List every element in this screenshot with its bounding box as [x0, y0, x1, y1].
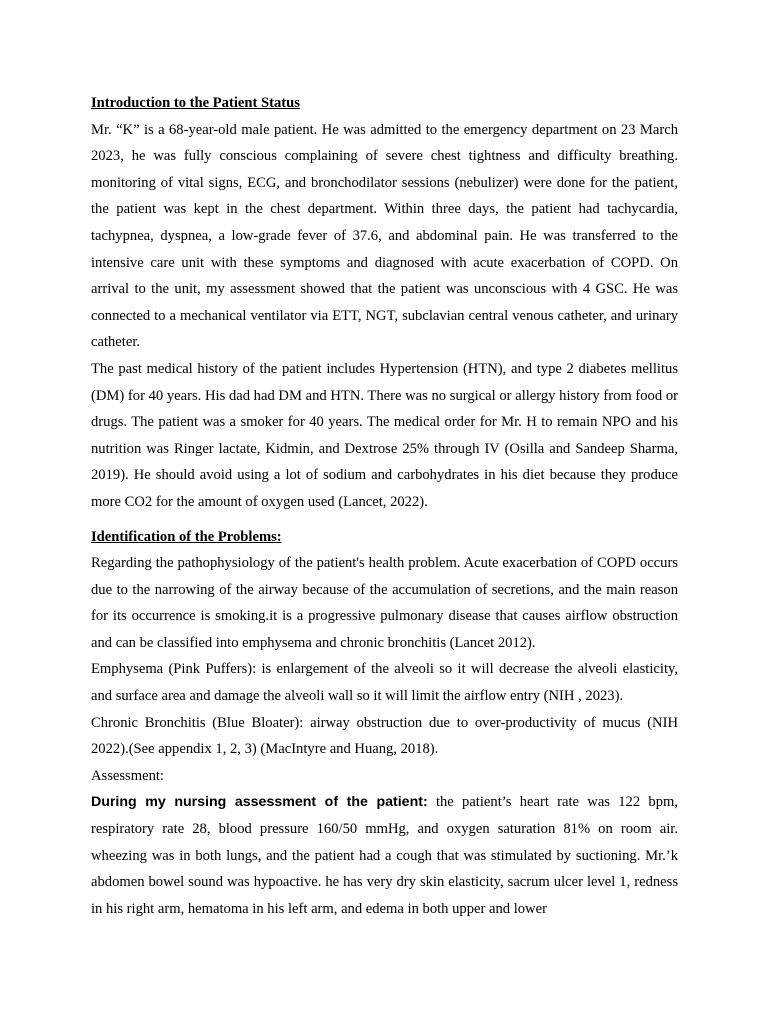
- intro-paragraph-1: Mr. “K” is a 68-year-old male patient. He was admitted to the emergency department on 23 March 2023, he was fully conscious complaining of severe chest tightness and difficulty breathing. monitoring of vital signs, ECG, and bronchodilator sessions (nebulizer) were done for the patient, the patient was kept in the chest department. Within three days, the patient had tachycardia, tachypnea, dyspnea, a low-grade fever of 37.6, and abdominal pain. He was transferred to the intensive care unit with these symptoms and diagnosed with acute exacerbation of COPD. On arrival to the unit, my assessment showed that the patient was unconscious with 4 GSC. He was connected to a mechanical ventilator via ETT, NGT, subclavian central venous catheter, and urinary catheter.: [91, 121, 678, 351]
- assessment-paragraph: [91, 789, 678, 922]
- problems-heading: Identification of the Problems:: [91, 528, 282, 545]
- assessment-text: the patient’s heart rate was 122 bpm, respiratory rate 28, blood pressure 160/50 mmHg, and oxygen saturation 81% on room air. wheezing was in both lungs, and the patient had a cough that was stimulated by suctioning. Mr.’k abdomen bowel sound was hypoactive. he has very dry skin elasticity, sacrum ulcer level 1, redness in his right arm, hematoma in his left arm, and edema in both upper and lower: [91, 794, 678, 917]
- assessment-lead: During my nursing assessment of the patient:: [91, 794, 428, 811]
- document-page: [91, 90, 678, 922]
- assessment-label: Assessment:: [91, 767, 164, 784]
- intro-paragraph-2: The past medical history of the patient includes Hypertension (HTN), and type 2 diabetes mellitus (DM) for 40 years. His dad had DM and HTN. There was no surgical or allergy history from food or drugs. The patient was a smoker for 40 years. The medical order for Mr. H to remain NPO and his nutrition was Ringer lactate, Kidmin, and Dextrose 25% through IV (Osilla and Sandeep Sharma, 2019). He should avoid using a lot of sodium and carbohydrates in his diet because they produce more CO2 for the amount of oxygen used (Lancet, 2022).: [91, 360, 678, 510]
- problems-paragraph-emphysema: Emphysema (Pink Puffers): is enlargement of the alveoli so it will decrease the alveoli elasticity, and surface area and damage the alveoli wall so it will limit the airflow entry (NIH , 2023).: [91, 661, 678, 705]
- problems-paragraph-1: Regarding the pathophysiology of the patient's health problem. Acute exacerbation of COPD occurs due to the narrowing of the airway because of the accumulation of secretions, and the main reason for its occurrence is smoking.it is a progressive pulmonary disease that causes airflow obstruction and can be classified into emphysema and chronic bronchitis (Lancet 2012).: [91, 555, 678, 651]
- problems-paragraph-bronchitis: Chronic Bronchitis (Blue Bloater): airway obstruction due to over-productivity of mucus (NIH 2022).(See appendix 1, 2, 3) (MacIntyre and Huang, 2018).: [91, 714, 678, 758]
- intro-heading: Introduction to the Patient Status: [91, 95, 300, 111]
